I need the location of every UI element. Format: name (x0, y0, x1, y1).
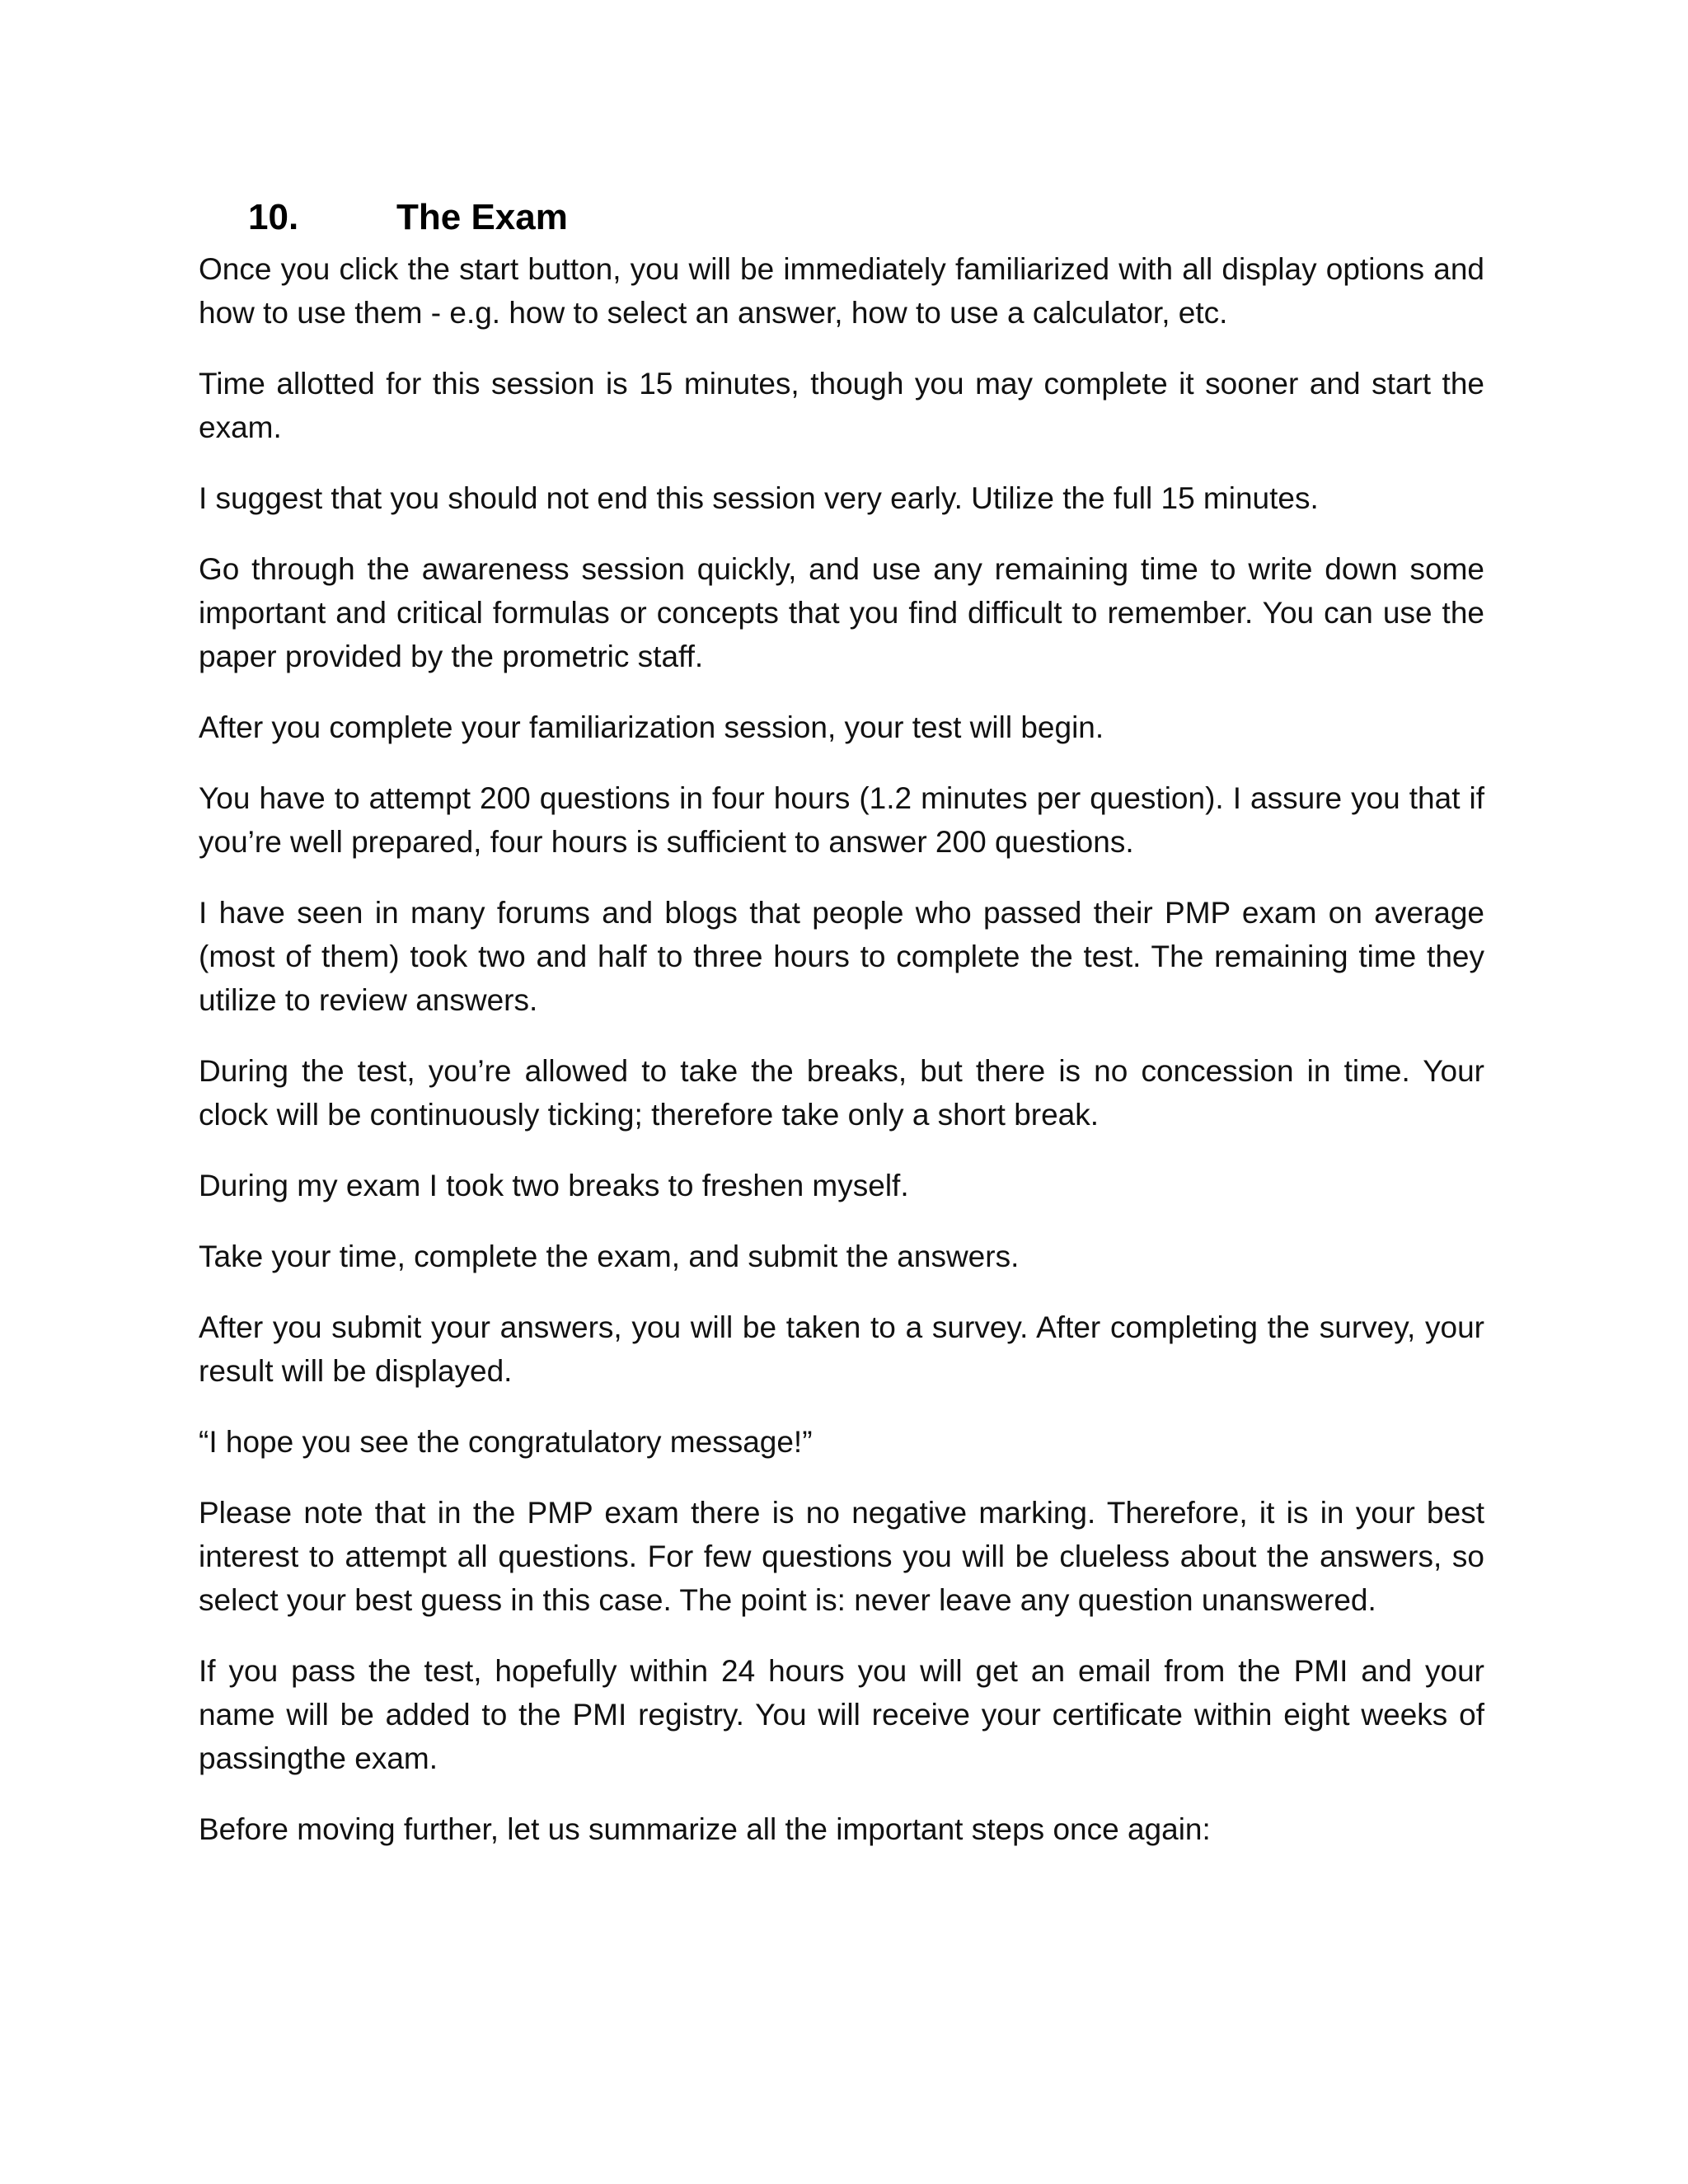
section-heading (199, 194, 1484, 241)
paragraph-congratulatory: “I hope you see the congratulatory message!” (199, 1425, 813, 1459)
section-number: 10. (248, 197, 299, 237)
section-title: The Exam (396, 197, 568, 237)
paragraph-negative-marking: Please note that in the PMP exam there is no negative marking. Therefore, it is in your best interest to attempt all questions. For few questions you will be clueless about the answers, so select your best guess in this case. The point is: never leave any question unanswered. (199, 1496, 1484, 1617)
page-content (199, 194, 1484, 1878)
paragraph-forums-blogs: I have seen in many forums and blogs that people who passed their PMP exam on average (most of them) took two and half to three hours to complete the test. The remaining time they utilize to review answers. (199, 896, 1484, 1017)
paragraph-question-count: You have to attempt 200 questions in four hours (1.2 minutes per question). I assure you that if you’re well prepared, four hours is sufficient to answer 200 questions. (199, 781, 1484, 859)
paragraph-time-allotted: Time allotted for this session is 15 minutes, though you may complete it sooner and start the exam. (199, 367, 1484, 444)
paragraph-pass-result: If you pass the test, hopefully within 24 hours you will get an email from the PMI and your name will be added to the PMI registry. You will receive your certificate within eight weeks of passingthe exam. (199, 1654, 1484, 1775)
paragraph-breaks: During the test, you’re allowed to take the breaks, but there is no concession in time. Your clock will be continuously ticking; therefore take only a short break. (199, 1054, 1484, 1132)
paragraph-awareness-session: Go through the awareness session quickly, and use any remaining time to write down some important and critical formulas or concepts that you find difficult to remember. You can use the paper provided by the prometric staff. (199, 552, 1484, 673)
paragraph-summary-intro: Before moving further, let us summarize all the important steps once again: (199, 1812, 1211, 1846)
paragraph-submit: Take your time, complete the exam, and submit the answers. (199, 1240, 1020, 1273)
paragraph-my-exam: During my exam I took two breaks to freshen myself. (199, 1169, 909, 1202)
paragraph-test-begin: After you complete your familiarization session, your test will begin. (199, 710, 1104, 744)
paragraph-suggestion: I suggest that you should not end this session very early. Utilize the full 15 minutes. (199, 481, 1319, 515)
paragraph-survey: After you submit your answers, you will be taken to a survey. After completing the survey, your result will be displayed. (199, 1310, 1484, 1388)
paragraph-familiarization: Once you click the start button, you will be immediately familiarized with all display options and how to use them - e.g. how to select an answer, how to use a calculator, etc. (199, 252, 1484, 330)
